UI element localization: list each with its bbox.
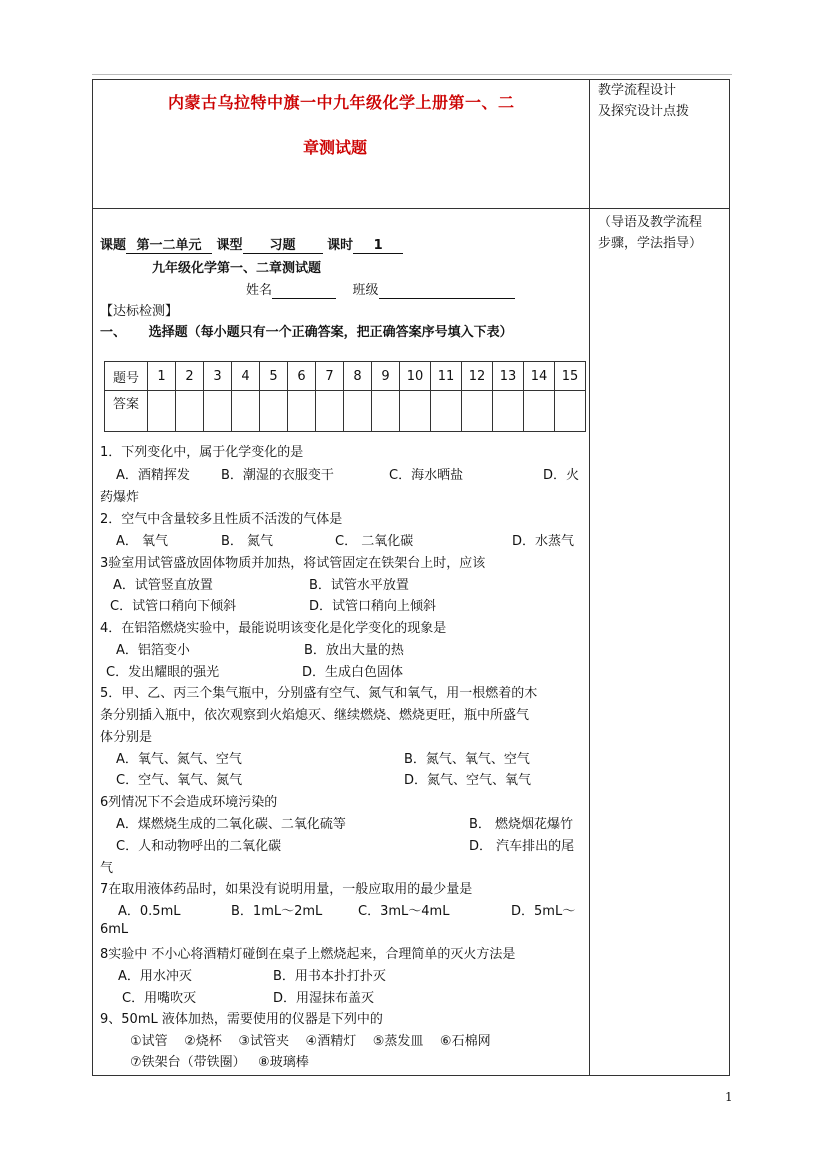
- answer-cell[interactable]: [344, 391, 372, 432]
- question-number-cell: 13: [493, 362, 524, 391]
- column-divider: [589, 79, 590, 1076]
- option-a: A．用水冲灭: [118, 969, 192, 984]
- option-d-continued: 6mL: [100, 922, 129, 937]
- question-9-items-line1: ①试管 ②烧杯 ③试管夹 ④酒精灯 ⑤蒸发皿 ⑥石棉网: [130, 1034, 491, 1049]
- option-b: B．氮气、氧气、空气: [404, 752, 530, 767]
- option-d: D． 汽车排出的尾: [469, 839, 575, 854]
- question-9-stem: 9、50mL 液体加热，需要使用的仪器是下列中的: [100, 1012, 383, 1027]
- section-heading: 【达标检测】: [100, 304, 179, 319]
- option-a: A． 氧气: [116, 534, 169, 549]
- question-8-stem: 8实验中 不小心将酒精灯碰倒在桌子上燃烧起来，合理简单的灭火方法是: [100, 947, 516, 962]
- answer-cell[interactable]: [431, 391, 462, 432]
- question-5-stem-line3: 体分别是: [100, 730, 153, 745]
- question-number-cell: 3: [204, 362, 232, 391]
- question-number-cell: 15: [555, 362, 586, 391]
- table-row-label: 答案: [105, 391, 148, 432]
- answer-cell[interactable]: [493, 391, 524, 432]
- question-number-cell: 2: [176, 362, 204, 391]
- page-number: 1: [725, 1090, 733, 1104]
- option-c: C．海水晒盐: [389, 468, 464, 483]
- option-a: A．试管竖直放置: [113, 578, 213, 593]
- answer-table-header-row: [105, 362, 586, 391]
- option-b: B．潮湿的衣服变干: [221, 468, 334, 483]
- answer-cell[interactable]: [176, 391, 204, 432]
- question-number-cell: 4: [232, 362, 260, 391]
- answer-cell[interactable]: [555, 391, 586, 432]
- option-c: C． 二氧化碳: [335, 534, 414, 549]
- option-b: B． 氮气: [221, 534, 274, 549]
- option-c: C．试管口稍向下倾斜: [110, 599, 237, 614]
- question-5-stem-line2: 条分别插入瓶中，依次观察到火焰熄灭、继续燃烧、燃烧更旺，瓶中所盛气: [100, 708, 530, 723]
- question-number-cell: 12: [462, 362, 493, 391]
- test-subtitle: 九年级化学第一、二章测试题: [152, 261, 322, 276]
- option-b: B．试管水平放置: [309, 578, 409, 593]
- option-c: C．空气、氧气、氮气: [116, 773, 243, 788]
- topic-label: 课题: [100, 238, 127, 253]
- question-9-items-line2: ⑦铁架台（带铁圈） ⑧玻璃棒: [130, 1055, 309, 1070]
- option-d: D．试管口稍向上倾斜: [309, 599, 437, 614]
- part-heading: [100, 321, 513, 340]
- option-d: D．氮气、空气、氧气: [404, 773, 532, 788]
- question-number-cell: 1: [148, 362, 176, 391]
- name-label: 姓名: [246, 283, 273, 298]
- side-notes: [598, 212, 702, 254]
- question-7-stem: 7在取用液体药品时，如果没有说明用量，一般应取用的最少量是: [100, 882, 473, 897]
- option-d: D．水蒸气: [512, 534, 575, 549]
- type-label: 课型: [216, 238, 243, 253]
- question-number-cell: 14: [524, 362, 555, 391]
- topic-value: 第一二单元: [126, 234, 212, 254]
- answer-cell[interactable]: [260, 391, 288, 432]
- option-d-continued: 气: [100, 861, 114, 876]
- option-d-continued: 药爆炸: [100, 490, 140, 505]
- question-1: [100, 442, 586, 464]
- part-number: 一、: [100, 325, 127, 340]
- answer-cell[interactable]: [316, 391, 344, 432]
- side-notes-line2: 步骤，学法指导）: [598, 236, 703, 251]
- question-2-stem: 2．空气中含量较多且性质不活泼的气体是: [100, 512, 343, 527]
- answer-table-answer-row: [105, 391, 586, 432]
- answer-cell[interactable]: [204, 391, 232, 432]
- option-d: D．火: [543, 468, 580, 483]
- question-number-cell: 10: [400, 362, 431, 391]
- side-header: [598, 80, 689, 122]
- period-label: 课时: [327, 238, 354, 253]
- option-d: D．用湿抹布盖灭: [273, 991, 375, 1006]
- answer-table: [104, 361, 586, 432]
- answer-cell[interactable]: [288, 391, 316, 432]
- document-title-line2: 章测试题: [303, 138, 368, 157]
- period-value: 1: [353, 238, 403, 254]
- student-fields: [246, 279, 515, 299]
- table-row-label: 题号: [105, 362, 148, 391]
- answer-cell[interactable]: [232, 391, 260, 432]
- type-value: 习题: [243, 234, 323, 254]
- side-header-line1: 教学流程设计: [598, 83, 677, 98]
- option-a: A．铝箔变小: [116, 643, 190, 658]
- question-number-cell: 7: [316, 362, 344, 391]
- header-rule: [92, 74, 732, 75]
- option-c: C．人和动物呼出的二氧化碳: [116, 839, 282, 854]
- answer-cell[interactable]: [400, 391, 431, 432]
- option-d: D．生成白色固体: [302, 665, 404, 680]
- answer-cell[interactable]: [462, 391, 493, 432]
- lesson-info-row: [100, 234, 403, 254]
- question-stem: 1．下列变化中，属于化学变化的是: [100, 445, 304, 460]
- option-c: C．发出耀眼的强光: [106, 665, 220, 680]
- option-d: D．5mL～: [511, 904, 576, 919]
- option-b: B．1mL～2mL: [231, 904, 323, 919]
- question-number-cell: 11: [431, 362, 462, 391]
- option-c: C．用嘴吹灭: [122, 991, 197, 1006]
- option-c: C．3mL～4mL: [358, 904, 450, 919]
- option-b: B．用书本扑打扑灭: [273, 969, 386, 984]
- document-title-line1: 内蒙古乌拉特中旗一中九年级化学上册第一、二: [168, 93, 515, 112]
- option-a: A．氧气、氮气、空气: [116, 752, 242, 767]
- option-a: A．0.5mL: [118, 904, 181, 919]
- question-number-cell: 6: [288, 362, 316, 391]
- part-title: 选择题（每小题只有一个正确答案，把正确答案序号填入下表）: [148, 325, 513, 340]
- question-5-stem-line1: 5．甲、乙、丙三个集气瓶中，分别盛有空气、氮气和氧气，用一根燃着的木: [100, 686, 538, 701]
- header-divider: [92, 208, 730, 209]
- question-number-cell: 8: [344, 362, 372, 391]
- class-label: 班级: [352, 283, 379, 298]
- side-notes-line1: （导语及教学流程: [598, 215, 703, 230]
- question-number-cell: 5: [260, 362, 288, 391]
- answer-cell[interactable]: [148, 391, 176, 432]
- name-blank[interactable]: [272, 283, 336, 299]
- class-blank[interactable]: [379, 283, 515, 299]
- answer-cell[interactable]: [372, 391, 400, 432]
- option-a: A．酒精挥发: [116, 468, 190, 483]
- question-4-stem: 4．在铝箔燃烧实验中，最能说明该变化是化学变化的现象是: [100, 621, 447, 636]
- option-b: B． 燃烧烟花爆竹: [469, 817, 574, 832]
- question-number-cell: 9: [372, 362, 400, 391]
- answer-cell[interactable]: [524, 391, 555, 432]
- question-3-stem: 3验室用试管盛放固体物质并加热，将试管固定在铁架台上时，应该: [100, 556, 486, 571]
- option-a: A．煤燃烧生成的二氧化碳、二氧化硫等: [116, 817, 346, 832]
- option-b: B．放出大量的热: [304, 643, 404, 658]
- question-6-stem: 6列情况下不会造成环境污染的: [100, 795, 278, 810]
- side-header-line2: 及探究设计点拨: [598, 104, 690, 119]
